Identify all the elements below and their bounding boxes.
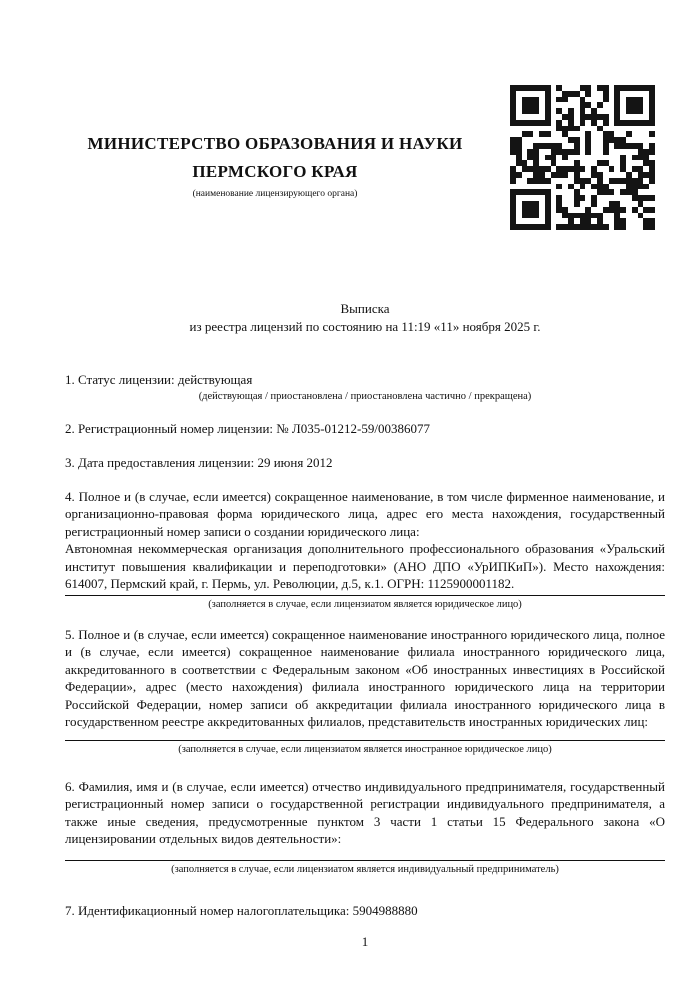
entrepreneur-fill-line [65, 860, 665, 861]
license-grant-date-text: 3. Дата предоставления лицензии: 29 июня 2012 [65, 455, 333, 470]
legal-entity-hint: (заполняется в случае, если лицензиатом является юридическое лицо) [208, 598, 522, 610]
entrepreneur-label: 6. Фамилия, имя и (в случае, если имеется) отчество индивидуального предпринимателя, государственный регистрационный номер записи о государственной регистрации индивидуального предпринимателя, а также иные сведения, предусмотренные пунктом 3 части 1 статьи 15 Федерального закона «О лицензировании отдельных видов деятельности»: [65, 778, 665, 846]
license-status-hint: (действующая / приостановлена / приостановлена частично / прекращена) [198, 390, 532, 402]
document-title-line1: Выписка [340, 301, 390, 316]
entrepreneur-hint: (заполняется в случае, если лицензиатом является индивидуальный предприниматель) [171, 863, 559, 875]
foreign-entity-fill-line [65, 740, 665, 741]
foreign-entity-item [65, 626, 665, 756]
ministry-name-line2: ПЕРМСКОГО КРАЯ [192, 162, 358, 181]
page-number: 1 [361, 934, 369, 949]
license-status-text: 1. Статус лицензии: действующая [65, 372, 253, 387]
qr-code-icon [510, 85, 655, 230]
ministry-name-line1: МИНИСТЕРСТВО ОБРАЗОВАНИЯ И НАУКИ [87, 134, 463, 153]
license-grant-date-item [65, 454, 665, 472]
legal-entity-value: Автономная некоммерческая организация дополнительного профессионального образования «Уральский институт повышения квалификации и переподготовки» (АНО ДПО «УрИПКиП»). Место нахождения: 614007, Пермский край, г. Пермь, ул. Революции, д.5, к.1. ОГРН: 1125900001182. [65, 541, 665, 591]
document-title [65, 300, 665, 335]
document-title-line2: из реестра лицензий по состоянию на 11:19 «11» ноября 2025 г. [189, 318, 541, 334]
legal-entity-fill-line [65, 595, 665, 596]
legal-entity-item [65, 488, 665, 611]
license-status-item [65, 371, 665, 403]
foreign-entity-hint: (заполняется в случае, если лицензиатом является иностранное юридическое лицо) [178, 743, 552, 755]
taxpayer-id-text: 7. Идентификационный номер налогоплательщика: 5904988880 [65, 902, 418, 918]
ministry-name-caption: (наименование лицензирующего органа) [192, 189, 358, 199]
taxpayer-id-item [65, 902, 665, 920]
registration-number-text: 2. Регистрационный номер лицензии: № Л035-01212-59/00386077 [65, 420, 431, 436]
licensing-authority-header [65, 133, 485, 200]
entrepreneur-item [65, 778, 665, 876]
foreign-entity-label: 5. Полное и (в случае, если имеется) сокращенное наименование иностранного юридического лица, полное и (в случае, если имеется) сокращенное наименование филиала иностранного юридического лица, аккредитованного в соответствии с Федеральным законом «Об иностранных инвестициях в Российской Федерации», адрес (место нахождения) филиала иностранного юридического лица на территории Российской Федерации, номер записи об аккредитации филиала иностранного юридического лица в государственном реестре аккредитованных филиалов, представительств иностранных юридических лиц: [65, 626, 665, 729]
document-body [65, 371, 665, 951]
legal-entity-label: 4. Полное и (в случае, если имеется) сокращенное наименование, в том числе фирменное наименование, и организационно-правовая форма юридического лица, адрес его места нахождения, государственный регистрационный номер записи о создании юридического лица: [65, 488, 665, 539]
registration-number-item [65, 420, 665, 438]
